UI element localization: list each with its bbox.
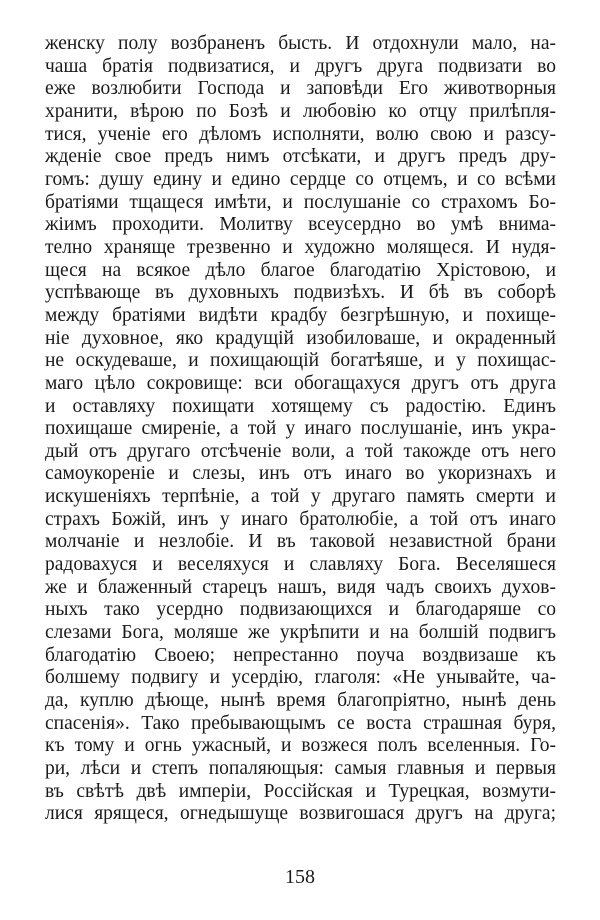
text-line-content: хранити, вѣрою по Бозѣ и любовію ко отцу прилѣпля- (45, 100, 556, 122)
text-line (45, 396, 556, 419)
text-line (45, 531, 556, 554)
text-line (45, 78, 556, 101)
text-line-content: ныхъ тако усердно подвизающихся и благодаряше со (45, 599, 556, 621)
text-line (45, 599, 556, 622)
text-line (45, 282, 556, 305)
text-line (45, 146, 556, 169)
text-line-content: женску полу возбраненъ бысть. И отдохнули мало, на- (45, 33, 556, 54)
text-line (45, 328, 556, 351)
text-line-content: жіимъ проходити. Молитву всеусердно во умѣ внима- (45, 214, 556, 236)
text-line (45, 486, 556, 509)
text-line-content: молчаніе и незлобіе. И въ таковой независтной брани (45, 531, 556, 553)
text-line (45, 124, 556, 147)
text-line (45, 260, 556, 283)
text-line-content: самоукореніе и слезы, инъ отъ инаго во укоризнахъ и (45, 463, 556, 485)
text-line-content: же и блаженный старецъ нашъ, видя чадъ своихъ духов- (45, 576, 556, 598)
text-line-content: похищаше смиреніе, а той у инаго послушаніе, инъ укра- (45, 418, 556, 440)
text-line (45, 169, 556, 192)
text-line-content: дый отъ другаго отсѣченіе воли, а той такожде отъ него (45, 440, 556, 462)
text-line (45, 373, 556, 396)
text-line-content: ніе духовное, яко крадущій изобиловаше, и окраденный (45, 327, 556, 349)
text-line-content: искушеніяхъ терпѣніе, а той у другаго память смерти и (45, 486, 556, 508)
text-line-content: щеся на всякое дѣло благое благодатію Хрістовою, и (45, 259, 556, 281)
text-line (45, 418, 556, 441)
text-line-content: и оставляху похищати хотящему съ радостію. Единъ (45, 395, 556, 417)
text-line (45, 758, 556, 781)
text-line (45, 56, 556, 79)
text-line-content: лися ярящеся, огнедышуще возвигошася другъ на друга; (45, 803, 556, 825)
text-line-content: благодатію Своею; непрестанно поуча воздвизаше къ (45, 644, 556, 666)
text-line (45, 33, 556, 56)
page-body-text (45, 33, 556, 826)
text-line-content: къ тому и огнь ужасный, и возжеся полъ вселенныя. Го- (45, 735, 556, 757)
text-line-content: жденіе свое предъ нимъ отсѣкати, и другъ предъ дру- (45, 146, 556, 168)
text-line-content: ри, лѣси и степъ попаляющыя: самыя главныя и первыя (45, 758, 556, 779)
text-line-content: еже возлюбити Господа и заповѣди Его животворныя (45, 78, 556, 100)
text-line (45, 441, 556, 464)
text-line (45, 577, 556, 600)
text-line-content: телно храняще трезвенно и художно молящеся. И нудя- (45, 236, 556, 258)
text-line (45, 667, 556, 690)
text-line (45, 622, 556, 645)
text-line (45, 645, 556, 668)
text-line (45, 781, 556, 804)
text-line-content: успѣвающе въ духовныхъ подвизѣхъ. И бѣ въ соборѣ (45, 282, 556, 304)
text-line-content: чаша братія подвизатися, и другъ друга подвизати во (45, 55, 556, 77)
text-line-content: братіями тщащеся имѣти, и послушаніе со страхомъ Бо- (45, 191, 556, 213)
text-line-content: маго цѣло сокровище: вси обогащахуся другъ отъ друга (45, 372, 556, 394)
text-line-content: да, куплю дѣюще, нынѣ время благопріятно, нынѣ день (45, 690, 556, 712)
text-line (45, 735, 556, 758)
text-line-content: страхъ Божій, инъ у инаго братолюбіе, а той отъ инаго (45, 508, 556, 530)
text-line (45, 803, 556, 826)
text-line (45, 237, 556, 260)
text-line (45, 690, 556, 713)
text-line-content: не оскудеваше, и похищающій богатѣяше, и у похищас- (45, 350, 556, 372)
text-line-content: спасенія». Тако пребывающымъ се воста страшная буря, (45, 712, 556, 734)
text-line-content: радовахуся и веселяхуся и славляху Бога. Веселяшеся (45, 554, 556, 576)
text-line (45, 101, 556, 124)
text-line (45, 509, 556, 532)
text-line (45, 713, 556, 736)
text-line-content: между братіями видѣти крадбу безгрѣшную, и похище- (45, 304, 556, 326)
page-number: 158 (285, 866, 315, 888)
text-line (45, 214, 556, 237)
text-line (45, 554, 556, 577)
text-line-content: слезами Бога, моляше же укрѣпити и на болшій подвигъ (45, 622, 556, 644)
text-line (45, 192, 556, 215)
text-line (45, 463, 556, 486)
text-line-content: въ свѣтѣ двѣ имперіи, Россійская и Турецкая, возмути- (45, 780, 556, 802)
text-line (45, 350, 556, 373)
text-line (45, 305, 556, 328)
text-line-content: гомъ: душу едину и едино сердце со отцемъ, и со всѣми (45, 168, 556, 190)
text-line-content: тися, ученіе его дѣломъ исполняти, волю свою и разсу- (45, 123, 556, 145)
text-line-content: болшему подвигу и усердію, глаголя: «Не унывайте, ча- (45, 667, 556, 689)
